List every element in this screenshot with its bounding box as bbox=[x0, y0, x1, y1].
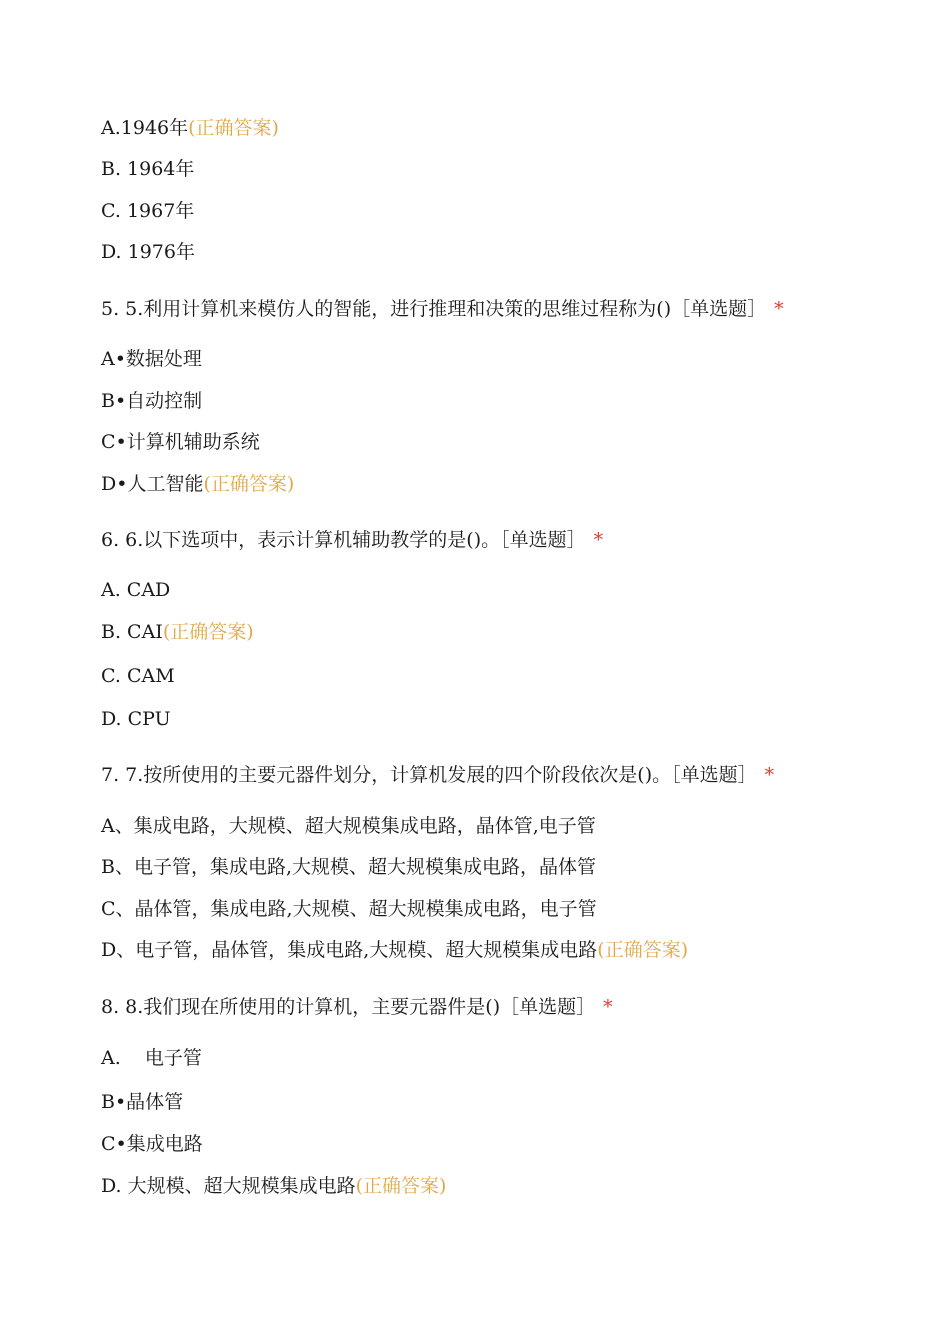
required-mark: * bbox=[593, 529, 604, 551]
option-text: A.1946年 bbox=[101, 117, 189, 139]
option-text: B、电子管，集成电路,大规模、超大规模集成电路，晶体管 bbox=[101, 856, 597, 878]
option-text: B. CAI bbox=[101, 621, 163, 643]
option-6a bbox=[101, 578, 170, 602]
option-6d bbox=[101, 707, 171, 731]
question-text: 8. 8.我们现在所使用的计算机，主要元器件是()［单选题］ bbox=[101, 996, 596, 1018]
required-mark: * bbox=[774, 298, 784, 320]
required-mark: * bbox=[764, 764, 775, 786]
option-4a bbox=[101, 116, 279, 140]
option-4c bbox=[101, 199, 194, 223]
required-mark: * bbox=[603, 996, 613, 1018]
option-5d bbox=[101, 472, 294, 496]
option-8b bbox=[101, 1090, 183, 1114]
option-text: D、电子管，晶体管，集成电路,大规模、超大规模集成电路 bbox=[101, 939, 598, 961]
question-6-title bbox=[101, 528, 603, 552]
option-text: A•数据处理 bbox=[101, 348, 202, 370]
option-7b bbox=[101, 855, 596, 879]
option-8c bbox=[101, 1132, 203, 1156]
correct-answer-mark: (正确答案) bbox=[597, 939, 689, 961]
option-8a bbox=[101, 1046, 202, 1070]
question-text: 5. 5.利用计算机来模仿人的智能，进行推理和决策的思维过程称为()［单选题］ bbox=[101, 298, 767, 320]
option-text: D•人工智能 bbox=[101, 473, 204, 495]
option-4d bbox=[101, 240, 195, 264]
question-5-title bbox=[101, 297, 784, 321]
option-5c bbox=[101, 430, 260, 454]
option-text: A、集成电路，大规模、超大规模集成电路，晶体管,电子管 bbox=[101, 815, 596, 837]
option-8d bbox=[101, 1174, 446, 1198]
question-7-title bbox=[101, 763, 774, 787]
option-text: C•计算机辅助系统 bbox=[101, 431, 260, 453]
correct-answer-mark: (正确答案) bbox=[203, 473, 295, 495]
option-text: C、晶体管，集成电路,大规模、超大规模集成电路，电子管 bbox=[101, 898, 597, 920]
option-text: D. 1976年 bbox=[101, 241, 195, 263]
option-7c bbox=[101, 897, 597, 921]
question-text: 6. 6.以下选项中，表示计算机辅助教学的是()。［单选题］ bbox=[101, 529, 586, 551]
option-text: B•晶体管 bbox=[101, 1091, 184, 1113]
option-5b bbox=[101, 389, 202, 413]
correct-answer-mark: (正确答案) bbox=[355, 1175, 447, 1197]
question-text: 7. 7.按所使用的主要元器件划分，计算机发展的四个阶段依次是()。［单选题］ bbox=[101, 764, 757, 786]
option-text: D. 大规模、超大规模集成电路 bbox=[101, 1175, 356, 1197]
option-7d bbox=[101, 938, 688, 962]
option-text: D. CPU bbox=[101, 708, 171, 730]
option-text: C. CAM bbox=[101, 665, 175, 687]
correct-answer-mark: (正确答案) bbox=[162, 621, 254, 643]
option-text: B. 1964年 bbox=[101, 158, 195, 180]
option-6c bbox=[101, 664, 175, 688]
option-text: A. CAD bbox=[101, 579, 171, 601]
option-4b bbox=[101, 157, 194, 181]
option-text: C. 1967年 bbox=[101, 200, 195, 222]
option-5a bbox=[101, 347, 202, 371]
option-text: B•自动控制 bbox=[101, 390, 203, 412]
option-text: A. 电子管 bbox=[101, 1047, 202, 1069]
correct-answer-mark: (正确答案) bbox=[188, 117, 279, 139]
option-7a bbox=[101, 814, 596, 838]
option-6b bbox=[101, 620, 254, 644]
option-text: C•集成电路 bbox=[101, 1133, 203, 1155]
question-8-title bbox=[101, 995, 613, 1019]
